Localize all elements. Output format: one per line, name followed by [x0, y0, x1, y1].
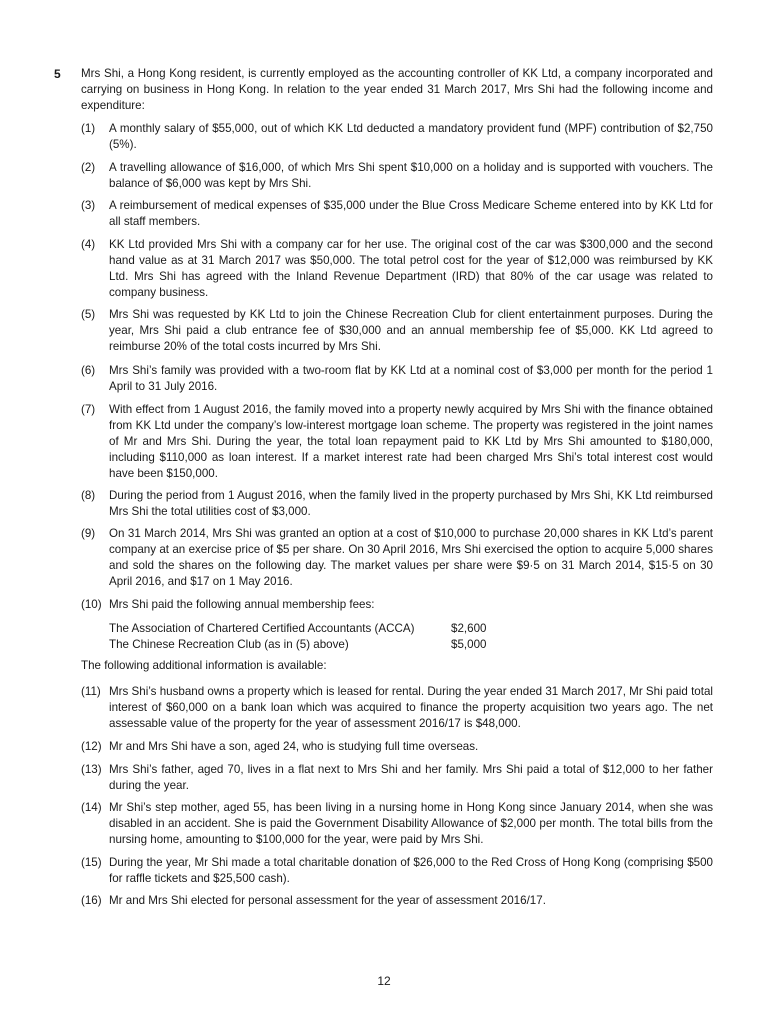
item-text: A reimbursement of medical expenses of $35,000 under the Blue Cross Medicare Scheme entered into by KK Ltd for all staff members.: [109, 199, 713, 229]
item-number: (9): [81, 527, 96, 540]
item-text: A monthly salary of $55,000, out of which KK Ltd deducted a mandatory provident fund (MPF) contribution of $2,750 (5%).: [109, 122, 713, 152]
question-intro: Mrs Shi, a Hong Kong resident, is currently employed as the accounting controller of KK Ltd, a company incorporated and carrying on business in Hong Kong. In relation to the year ended 31 March 2017, Mrs Shi had the following income and expenditure:: [81, 67, 713, 113]
item-text: On 31 March 2014, Mrs Shi was granted an option at a cost of $10,000 to purchase 20,000 shares in KK Ltd’s parent company at an exercise price of $5 per share. On 30 April 2016, Mrs Shi exercised the option to acquire 5,000 shares and sold the shares on the following day. The market values per share were $9·5 on 31 March 2014, $15·5 on 30 April 2016, and $17 on 1 May 2016.: [109, 527, 713, 589]
list-item: [81, 684, 713, 732]
list-item: [81, 526, 713, 590]
list-item: [81, 307, 713, 355]
list-item: [81, 893, 713, 909]
table-row: [109, 637, 509, 653]
list-item: [81, 597, 713, 613]
item-number: (13): [81, 763, 102, 776]
list-item: [81, 855, 713, 887]
item-number: (6): [81, 364, 96, 377]
fee-amount: $2,600: [451, 622, 487, 635]
list-item: [81, 488, 713, 520]
list-item: [81, 121, 713, 153]
item-number: (8): [81, 489, 96, 502]
item-text: Mrs Shi’s husband owns a property which is leased for rental. During the year ended 31 March 2017, Mr Shi paid total interest of $60,000 on a bank loan which was acquired to finance the property acquisition two years ago. The net assessable value of the property for the year of assessment 2016/17 is $48,000.: [109, 685, 713, 731]
fee-label: The Chinese Recreation Club (as in (5) above): [109, 638, 349, 651]
list-item: [81, 198, 713, 230]
list-item: [81, 739, 713, 755]
item-number: (12): [81, 740, 102, 753]
item-text: Mrs Shi was requested by KK Ltd to join the Chinese Recreation Club for client entertainment purposes. During the year, Mrs Shi paid a club entrance fee of $30,000 and an annual membership fee of $5,000. KK Ltd agreed to reimburse 20% of the total costs incurred by Mrs Shi.: [109, 308, 713, 354]
item-text: With effect from 1 August 2016, the family moved into a property newly acquired by Mrs Shi with the finance obtained from KK Ltd under the company’s low-interest mortgage loan scheme. The property was registered in the joint names of Mr and Mrs Shi. During the year, the total loan repayment paid to KK Ltd by Mrs Shi amounted to $180,000, including $110,000 as loan interest. If a market interest rate had been charged Mrs Shi’s total interest cost would have been $150,000.: [109, 403, 713, 481]
item-number: (15): [81, 856, 102, 869]
fee-amount: $5,000: [451, 638, 487, 651]
list-item: [81, 762, 713, 794]
page-number: 12: [377, 974, 391, 988]
list-item: [81, 363, 713, 395]
item-number: (16): [81, 894, 102, 907]
item-number: (11): [81, 685, 101, 698]
item-text: Mr and Mrs Shi elected for personal assessment for the year of assessment 2016/17.: [109, 894, 546, 907]
list-item: [81, 402, 713, 482]
membership-fees-table: [109, 621, 509, 653]
item-text: Mr and Mrs Shi have a son, aged 24, who is studying full time overseas.: [109, 740, 479, 753]
additional-info-heading: The following additional information is available:: [81, 659, 327, 672]
item-text: During the year, Mr Shi made a total charitable donation of $26,000 to the Red Cross of Hong Kong (comprising $500 for raffle tickets and $25,500 cash).: [109, 856, 713, 886]
item-number: (5): [81, 308, 96, 321]
question-number: 5: [54, 67, 61, 81]
item-text: Mrs Shi paid the following annual membership fees:: [109, 598, 375, 611]
item-number: (7): [81, 403, 96, 416]
list-item: [81, 160, 713, 192]
item-text: Mrs Shi’s family was provided with a two-room flat by KK Ltd at a nominal cost of $3,000 per month for the period 1 April to 31 July 2016.: [109, 364, 713, 394]
item-number: (10): [81, 598, 102, 611]
item-number: (2): [81, 161, 96, 174]
list-item: [81, 800, 713, 848]
table-row: [109, 621, 509, 637]
item-text: Mrs Shi’s father, aged 70, lives in a flat next to Mrs Shi and her family. Mrs Shi paid a total of $12,000 to her father during the year.: [109, 763, 713, 793]
item-text: KK Ltd provided Mrs Shi with a company car for her use. The original cost of the car was $300,000 and the second hand value as at 31 March 2017 was $50,000. The total petrol cost for the year of $12,000 was reimbursed by KK Ltd. Mrs Shi has agreed with the Inland Revenue Department (IRD) that 80% of the car usage was related to company business.: [109, 238, 713, 300]
item-number: (1): [81, 122, 96, 135]
item-number: (3): [81, 199, 96, 212]
item-number: (14): [81, 801, 102, 814]
item-text: A travelling allowance of $16,000, of which Mrs Shi spent $10,000 on a holiday and is supported with vouchers. The balance of $6,000 was kept by Mrs Shi.: [109, 161, 713, 191]
item-text: Mr Shi’s step mother, aged 55, has been living in a nursing home in Hong Kong since January 2014, when she was disabled in an accident. She is paid the Government Disability Allowance of $2,000 per month. The total bills from the nursing home, amounting to $100,000 for the year, were paid by Mrs Shi.: [109, 801, 713, 847]
item-number: (4): [81, 238, 96, 251]
list-item: [81, 237, 713, 301]
item-text: During the period from 1 August 2016, when the family lived in the property purchased by Mrs Shi, KK Ltd reimbursed Mrs Shi the total utilities cost of $3,000.: [109, 489, 713, 519]
fee-label: The Association of Chartered Certified Accountants (ACCA): [109, 622, 415, 635]
